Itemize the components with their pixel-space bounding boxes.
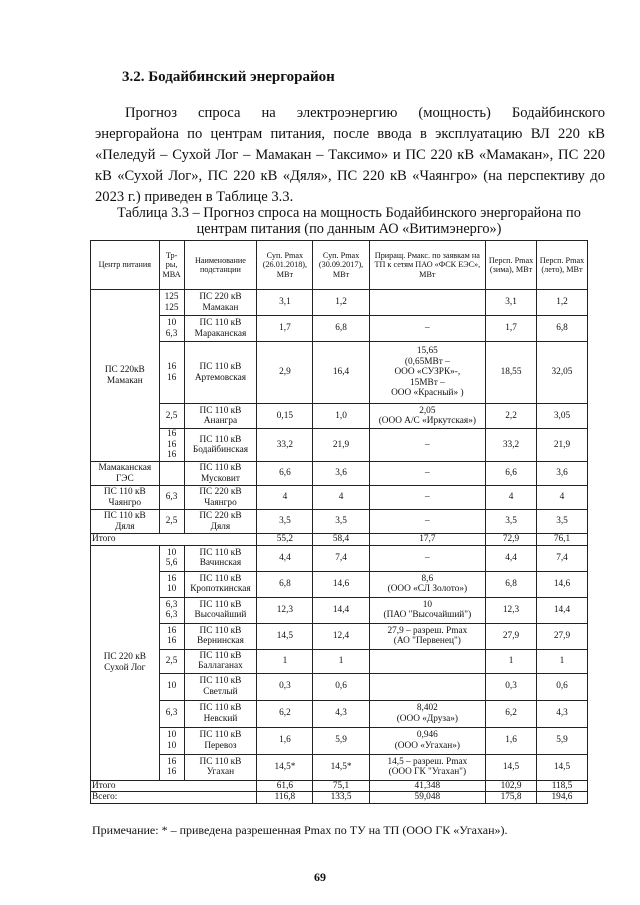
pmax-winter-cell: 12,3 xyxy=(257,597,313,623)
increment-cell: – xyxy=(369,486,485,510)
forecast-summer-cell: 1 xyxy=(537,649,588,673)
grand-total-label: Всего: xyxy=(91,792,257,804)
tr-cell: 16 16 xyxy=(159,342,184,404)
col-header-center: Центр питания xyxy=(91,241,160,290)
col-header-substation: Наименование подстанции xyxy=(184,241,257,290)
col-header-pmax-winter: Суп. Pmax (26.01.2018), МВт xyxy=(257,241,313,290)
table-caption: Таблица 3.3 – Прогноз спроса на мощность Бодайбинского энергорайона по центрам питания (по данным АО «Витимэнерго») xyxy=(117,205,581,237)
substation-cell: ПС 110 кВ Артемовская xyxy=(184,342,257,404)
tr-cell: 16 16 xyxy=(159,754,184,780)
substation-cell: ПС 110 кВ Анангра xyxy=(184,404,257,429)
substation-cell: ПС 110 кВ Вернинская xyxy=(184,623,257,649)
increment-cell: 27,9 – разреш. Pmax (АО "Первенец") xyxy=(369,623,485,649)
forecast-winter-cell: 6,8 xyxy=(486,571,537,597)
pmax-winter-cell: 0,3 xyxy=(257,673,313,700)
pmax-winter-cell: 6,6 xyxy=(257,462,313,486)
subtotal-increment: 41,348 xyxy=(369,780,485,792)
grand-total-increment: 59,048 xyxy=(369,792,485,804)
tr-cell: 6,3 xyxy=(159,700,184,727)
forecast-winter-cell: 1,6 xyxy=(486,727,537,754)
table-row xyxy=(91,545,588,571)
pmax-summer-cell: 5,9 xyxy=(313,727,369,754)
forecast-winter-cell: 1 xyxy=(486,649,537,673)
subtotal-pmax-summer: 75,1 xyxy=(313,780,369,792)
forecast-summer-cell: 14,5 xyxy=(537,754,588,780)
substation-cell: ПС 110 кВ Перевоз xyxy=(184,727,257,754)
forecast-table xyxy=(90,240,588,804)
grand-total-forecast-winter: 175,8 xyxy=(486,792,537,804)
subtotal-pmax-summer: 58,4 xyxy=(313,534,369,546)
pmax-summer-cell: 4,3 xyxy=(313,700,369,727)
substation-cell: ПС 110 кВ Светлый xyxy=(184,673,257,700)
increment-cell xyxy=(369,290,485,316)
subtotal-forecast-summer: 76,1 xyxy=(537,534,588,546)
center-cell: ПС 110 кВ Дяля xyxy=(91,510,160,534)
increment-cell: 0,946 (ООО «Угахан») xyxy=(369,727,485,754)
forecast-winter-cell: 6,2 xyxy=(486,700,537,727)
pmax-summer-cell: 14,6 xyxy=(313,571,369,597)
substation-cell: ПС 110 кВ Кропоткинская xyxy=(184,571,257,597)
tr-cell: 16 16 xyxy=(159,623,184,649)
table-row xyxy=(91,649,588,673)
pmax-winter-cell: 14,5* xyxy=(257,754,313,780)
tr-cell: 6,3 6,3 xyxy=(159,597,184,623)
table-row xyxy=(91,510,588,534)
pmax-summer-cell: 7,4 xyxy=(313,545,369,571)
pmax-summer-cell: 1,0 xyxy=(313,404,369,429)
forecast-summer-cell: 4 xyxy=(537,486,588,510)
forecast-summer-cell: 4,3 xyxy=(537,700,588,727)
subtotal-pmax-winter: 55,2 xyxy=(257,534,313,546)
subtotal-row xyxy=(91,534,588,546)
col-header-increment: Прирaщ. Pмакс. по заявкам на ТП к сетям ПАО «ФСК ЕЭС», МВт xyxy=(369,241,485,290)
substation-cell: ПС 110 кВ Мусковит xyxy=(184,462,257,486)
tr-cell: 125 125 xyxy=(159,290,184,316)
increment-cell: – xyxy=(369,510,485,534)
forecast-summer-cell: 14,4 xyxy=(537,597,588,623)
forecast-winter-cell: 6,6 xyxy=(486,462,537,486)
grand-total-row xyxy=(91,792,588,804)
pmax-summer-cell: 12,4 xyxy=(313,623,369,649)
table-footnote: Примечание: * – приведена разрешенная Pmax по ТУ на ТП (ООО ГК «Угахан»). xyxy=(92,823,508,837)
pmax-winter-cell: 14,5 xyxy=(257,623,313,649)
forecast-summer-cell: 14,6 xyxy=(537,571,588,597)
substation-cell: ПС 220 кВ Дяля xyxy=(184,510,257,534)
substation-cell: ПС 110 кВ Высочайший xyxy=(184,597,257,623)
col-header-pmax-summer: Суп. Pmax (30.09.2017), МВт xyxy=(313,241,369,290)
increment-cell: 15,65 (0,65МВт – ООО «СУЗРК»-, 15МВт – ООО «Красный» ) xyxy=(369,342,485,404)
forecast-winter-cell: 3,1 xyxy=(486,290,537,316)
table-row xyxy=(91,727,588,754)
increment-cell: 8,402 (ООО «Друза») xyxy=(369,700,485,727)
table-row xyxy=(91,700,588,727)
tr-cell: 6,3 xyxy=(159,486,184,510)
col-header-forecast-winter: Персп. Pmax (зима), МВт xyxy=(486,241,537,290)
grand-total-pmax-winter: 116,8 xyxy=(257,792,313,804)
substation-cell: ПС 220 кВ Мамакан xyxy=(184,290,257,316)
increment-cell xyxy=(369,673,485,700)
forecast-summer-cell: 3,6 xyxy=(537,462,588,486)
increment-cell: 10 (ПАО "Высочайший") xyxy=(369,597,485,623)
pmax-summer-cell: 4 xyxy=(313,486,369,510)
substation-cell: ПС 110 кВ Мараканская xyxy=(184,316,257,342)
tr-cell: 10 6,3 xyxy=(159,316,184,342)
pmax-winter-cell: 33,2 xyxy=(257,429,313,462)
forecast-winter-cell: 4,4 xyxy=(486,545,537,571)
pmax-winter-cell: 3,5 xyxy=(257,510,313,534)
subtotal-forecast-winter: 102,9 xyxy=(486,780,537,792)
pmax-winter-cell: 1,6 xyxy=(257,727,313,754)
subtotal-label: Итого xyxy=(91,780,257,792)
forecast-summer-cell: 0,6 xyxy=(537,673,588,700)
tr-cell: 2,5 xyxy=(159,404,184,429)
table-row xyxy=(91,290,588,316)
substation-cell: ПС 220 кВ Чаянгро xyxy=(184,486,257,510)
table-header-row xyxy=(91,241,588,290)
pmax-winter-cell: 0,15 xyxy=(257,404,313,429)
substation-cell: ПС 110 кВ Баллаганах xyxy=(184,649,257,673)
table-row xyxy=(91,316,588,342)
table-row xyxy=(91,754,588,780)
forecast-summer-cell: 27,9 xyxy=(537,623,588,649)
pmax-winter-cell: 1 xyxy=(257,649,313,673)
table-row xyxy=(91,571,588,597)
forecast-winter-cell: 33,2 xyxy=(486,429,537,462)
intro-paragraph: Прогноз спроса на электроэнергию (мощность) Бодайбинского энергорайона по центрам питания, после ввода в эксплуатацию ВЛ 220 кВ «Пеледуй – Сухой Лог – Мамакан – Таксимо» и ПС 220 кВ «Мамакан», ПС 220 кВ «Сухой Лог», ПС 220 кВ «Дяля», ПС 220 кВ «Чаянгро» (на перспективу до 2023 г.) приведен в Таблице 3.3. xyxy=(95,105,605,205)
pmax-summer-cell: 3,6 xyxy=(313,462,369,486)
tr-cell: 16 16 16 xyxy=(159,429,184,462)
forecast-winter-cell: 14,5 xyxy=(486,754,537,780)
col-header-forecast-summer: Персп. Pmax (лето), МВт xyxy=(537,241,588,290)
center-cell: ПС 220 кВ Сухой Лог xyxy=(91,545,160,780)
forecast-winter-cell: 18,55 xyxy=(486,342,537,404)
grand-total-pmax-summer: 133,5 xyxy=(313,792,369,804)
forecast-summer-cell: 6,8 xyxy=(537,316,588,342)
increment-cell: – xyxy=(369,462,485,486)
table-row xyxy=(91,404,588,429)
table-row xyxy=(91,429,588,462)
pmax-winter-cell: 1,7 xyxy=(257,316,313,342)
pmax-summer-cell: 1 xyxy=(313,649,369,673)
center-cell: ПС 220кВ Мамакан xyxy=(91,290,160,462)
increment-cell: – xyxy=(369,316,485,342)
substation-cell: ПС 110 кВ Угахан xyxy=(184,754,257,780)
pmax-winter-cell: 3,1 xyxy=(257,290,313,316)
tr-cell: 2,5 xyxy=(159,510,184,534)
pmax-summer-cell: 14,5* xyxy=(313,754,369,780)
pmax-winter-cell: 4,4 xyxy=(257,545,313,571)
increment-cell: 14,5 – разреш. Pmax (ООО ГК "Угахан") xyxy=(369,754,485,780)
forecast-summer-cell: 7,4 xyxy=(537,545,588,571)
increment-cell xyxy=(369,649,485,673)
forecast-summer-cell: 21,9 xyxy=(537,429,588,462)
forecast-winter-cell: 4 xyxy=(486,486,537,510)
forecast-winter-cell: 27,9 xyxy=(486,623,537,649)
substation-cell: ПС 110 кВ Бодайбинская xyxy=(184,429,257,462)
tr-cell xyxy=(159,462,184,486)
tr-cell: 10 5,6 xyxy=(159,545,184,571)
pmax-winter-cell: 6,2 xyxy=(257,700,313,727)
table-row xyxy=(91,597,588,623)
table-row xyxy=(91,673,588,700)
increment-cell: 8,6 (ООО «СЛ Золото») xyxy=(369,571,485,597)
pmax-summer-cell: 14,4 xyxy=(313,597,369,623)
table-row xyxy=(91,486,588,510)
page-number: 69 xyxy=(314,870,326,884)
forecast-summer-cell: 32,05 xyxy=(537,342,588,404)
subtotal-increment: 17,7 xyxy=(369,534,485,546)
pmax-winter-cell: 4 xyxy=(257,486,313,510)
pmax-summer-cell: 0,6 xyxy=(313,673,369,700)
forecast-summer-cell: 3,05 xyxy=(537,404,588,429)
forecast-winter-cell: 12,3 xyxy=(486,597,537,623)
center-cell: Мамаканская ГЭС xyxy=(91,462,160,486)
subtotal-pmax-winter: 61,6 xyxy=(257,780,313,792)
tr-cell: 16 10 xyxy=(159,571,184,597)
grand-total-forecast-summer: 194,6 xyxy=(537,792,588,804)
tr-cell: 10 xyxy=(159,673,184,700)
table-row xyxy=(91,342,588,404)
subtotal-forecast-summer: 118,5 xyxy=(537,780,588,792)
pmax-summer-cell: 1,2 xyxy=(313,290,369,316)
col-header-transformers: Тр-ры, МВА xyxy=(159,241,184,290)
table-row xyxy=(91,623,588,649)
pmax-winter-cell: 2,9 xyxy=(257,342,313,404)
pmax-summer-cell: 6,8 xyxy=(313,316,369,342)
forecast-summer-cell: 1,2 xyxy=(537,290,588,316)
substation-cell: ПС 110 кВ Невский xyxy=(184,700,257,727)
forecast-winter-cell: 3,5 xyxy=(486,510,537,534)
substation-cell: ПС 110 кВ Вачинская xyxy=(184,545,257,571)
increment-cell: 2,05 (ООО А/С «Иркутская») xyxy=(369,404,485,429)
forecast-winter-cell: 2,2 xyxy=(486,404,537,429)
subtotal-label: Итого xyxy=(91,534,257,546)
forecast-winter-cell: 0,3 xyxy=(486,673,537,700)
pmax-summer-cell: 16,4 xyxy=(313,342,369,404)
increment-cell: – xyxy=(369,429,485,462)
subtotal-row xyxy=(91,780,588,792)
pmax-summer-cell: 3,5 xyxy=(313,510,369,534)
subtotal-forecast-winter: 72,9 xyxy=(486,534,537,546)
center-cell: ПС 110 кВ Чаянгро xyxy=(91,486,160,510)
pmax-summer-cell: 21,9 xyxy=(313,429,369,462)
tr-cell: 10 10 xyxy=(159,727,184,754)
section-heading: 3.2. Бодайбинский энергорайон xyxy=(122,69,335,85)
increment-cell: – xyxy=(369,545,485,571)
tr-cell: 2,5 xyxy=(159,649,184,673)
forecast-summer-cell: 5,9 xyxy=(537,727,588,754)
table-row xyxy=(91,462,588,486)
forecast-winter-cell: 1,7 xyxy=(486,316,537,342)
pmax-winter-cell: 6,8 xyxy=(257,571,313,597)
forecast-summer-cell: 3,5 xyxy=(537,510,588,534)
